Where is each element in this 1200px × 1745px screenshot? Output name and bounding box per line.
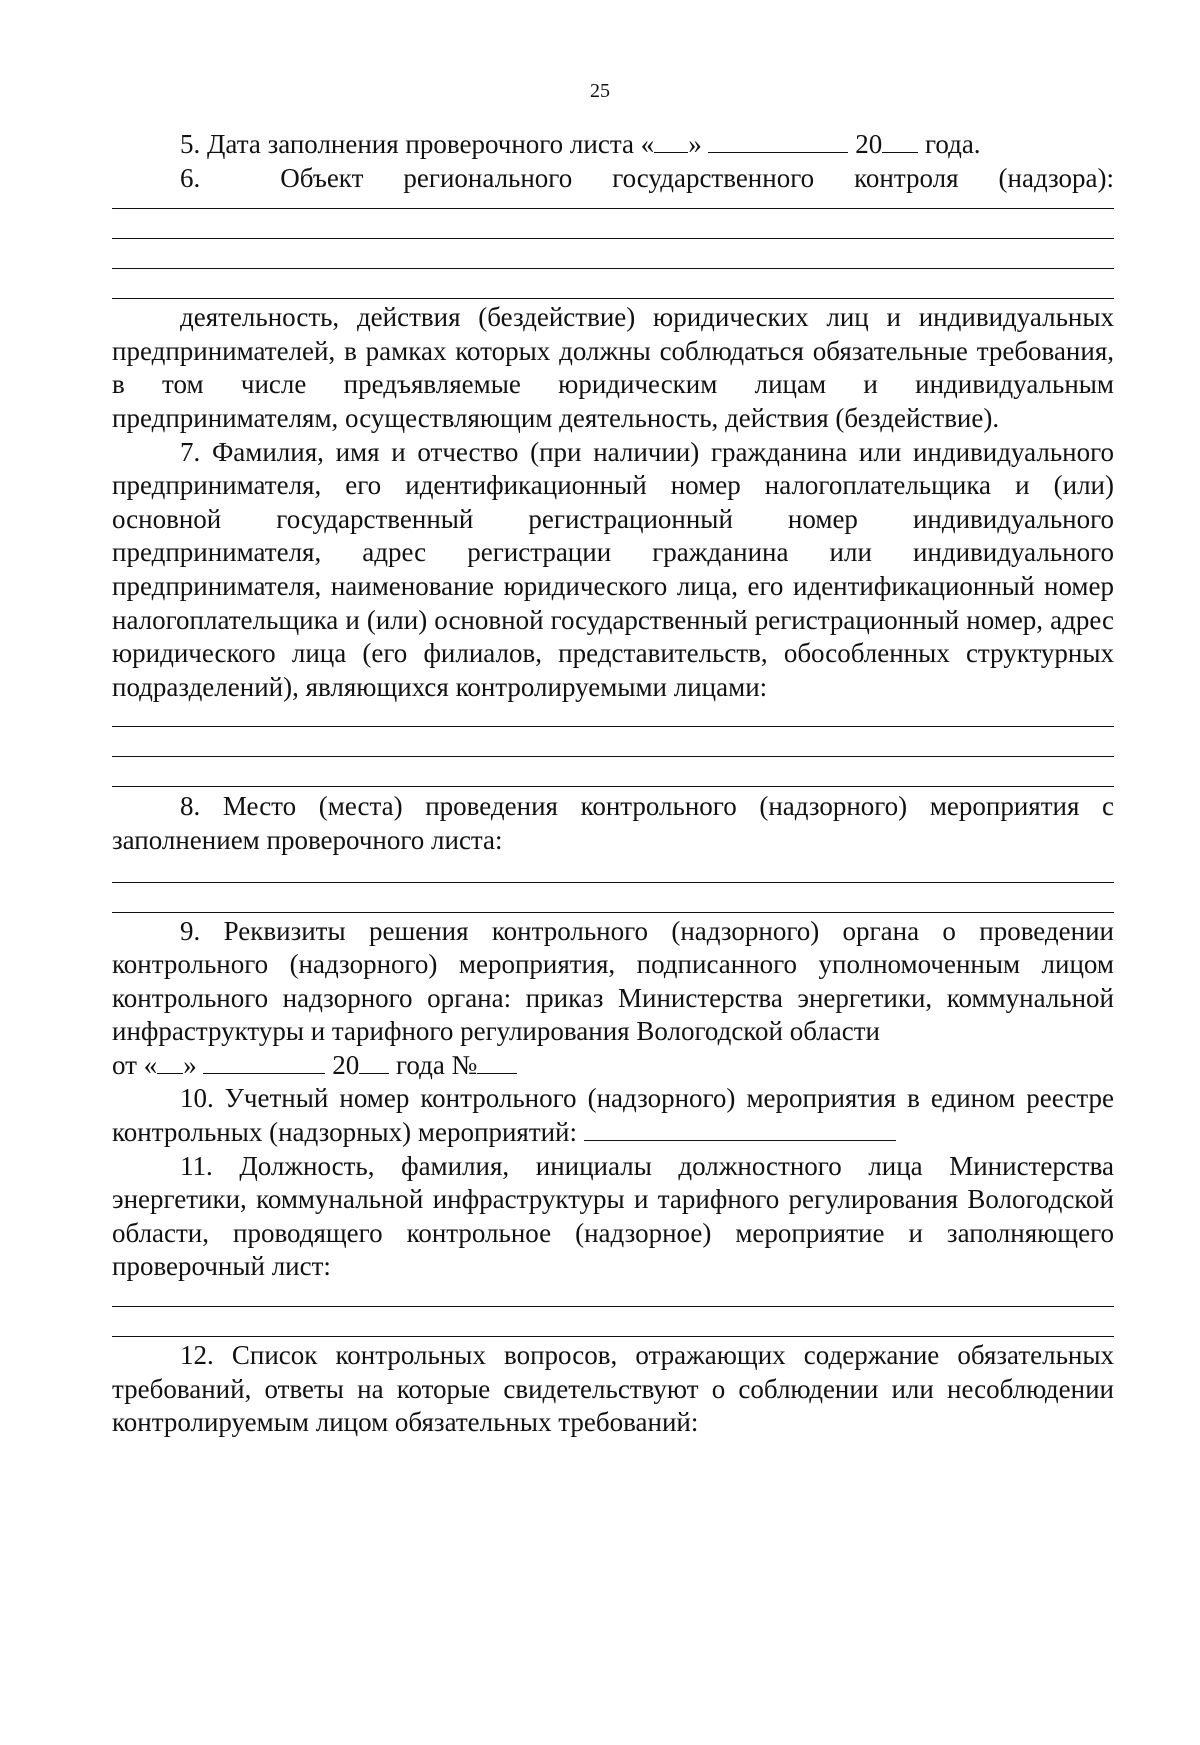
order-day-blank[interactable] bbox=[157, 1049, 183, 1074]
item-5-fill-date bbox=[112, 128, 1114, 162]
item-9-text: 9. Реквизиты решения контрольного (надзорного) органа о проведении контрольного (надзорного) мероприятия, подписанного уполномоченным лицом контрольного надзорного органа: приказ Министерства энергетики, коммунальной инфраструктуры и тарифного регулирования Вологодской области bbox=[112, 915, 1114, 1047]
item-6-fill-line[interactable] bbox=[112, 268, 1114, 269]
order-month-blank[interactable] bbox=[203, 1049, 325, 1074]
item-8-fill-line[interactable] bbox=[112, 882, 1114, 883]
item-6-fill-line[interactable] bbox=[112, 298, 1114, 299]
order-number-blank[interactable] bbox=[477, 1049, 517, 1074]
item-11-fill-line[interactable] bbox=[112, 1306, 1114, 1307]
item-6-heading: 6. Объект регионального государственного контроля (надзора): bbox=[180, 162, 1114, 193]
item-9-date-mid: » bbox=[183, 1049, 204, 1080]
item-7-fill-line[interactable] bbox=[112, 756, 1114, 757]
document-body bbox=[112, 128, 1114, 1440]
day-blank[interactable] bbox=[654, 128, 688, 153]
item-10-text bbox=[112, 1082, 1114, 1149]
item-7-fill-line[interactable] bbox=[112, 786, 1114, 787]
item-9-date-year: 20 bbox=[325, 1049, 360, 1080]
registry-number-blank[interactable] bbox=[584, 1116, 896, 1141]
item-11-fill-line[interactable] bbox=[112, 1336, 1114, 1337]
item-10-label: 10. Учетный номер контрольного (надзорного) мероприятия в едином реестре контрольных (надзорных) мероприятий: bbox=[112, 1083, 1114, 1148]
item-5-mid: » bbox=[688, 129, 709, 159]
item-8-fill-line[interactable] bbox=[112, 912, 1114, 913]
page-number: 25 bbox=[590, 80, 610, 102]
item-6-fill-line[interactable] bbox=[112, 208, 1114, 209]
order-year-blank[interactable] bbox=[359, 1049, 389, 1074]
item-6-description: деятельность, действия (бездействие) юридических лиц и индивидуальных предпринимателей, в рамках которых должны соблюдаться обязательные требования, в том числе предъявляемые юридическим лицам и индивидуальным предпринимателям, осуществляющим деятельность, действия (бездействие). bbox=[112, 302, 1114, 433]
item-12-text: 12. Список контрольных вопросов, отражающих содержание обязательных требований, ответы на которые свидетельствуют о соблюдении или несоблюдении контролируемым лицом обязательных требований: bbox=[112, 1340, 1114, 1438]
item-5-label: 5. Дата заполнения проверочного листа « bbox=[180, 129, 655, 159]
item-8-text: 8. Место (места) проведения контрольного (надзорного) мероприятия с заполнением проверочного листа: bbox=[112, 791, 1114, 855]
item-6-fill-line[interactable] bbox=[112, 238, 1114, 239]
item-7-fill-line[interactable] bbox=[112, 726, 1114, 727]
item-5-year: 20 bbox=[848, 129, 883, 159]
month-blank[interactable] bbox=[708, 128, 848, 153]
item-9-order-date bbox=[112, 1049, 1114, 1083]
item-9-date-label: от « bbox=[112, 1049, 158, 1080]
item-9-date-tail: года № bbox=[389, 1049, 478, 1080]
item-5-tail: года. bbox=[918, 129, 981, 159]
year-blank[interactable] bbox=[882, 128, 918, 153]
item-11-text: 11. Должность, фамилия, инициалы должностного лица Министерства энергетики, коммунальной инфраструктуры и тарифного регулирования Вологодской области, проводящего контрольное (надзорное) мероприятие и заполняющего проверочный лист: bbox=[112, 1150, 1114, 1282]
item-7-text: 7. Фамилия, имя и отчество (при наличии) гражданина или индивидуального предпринимателя, его идентификационный номер налогоплательщика и (или) основной государственный регистрационный номер индивидуального предпринимателя, адрес регистрации гражданина или индивидуального предпринимателя, наименование юридического лица, его идентификационный номер налогоплательщика и (или) основной государственный регистрационный номер, адрес юридического лица (его филиалов, представительств, обособленных структурных подразделений), являющихся контролируемыми лицами: bbox=[112, 436, 1114, 702]
